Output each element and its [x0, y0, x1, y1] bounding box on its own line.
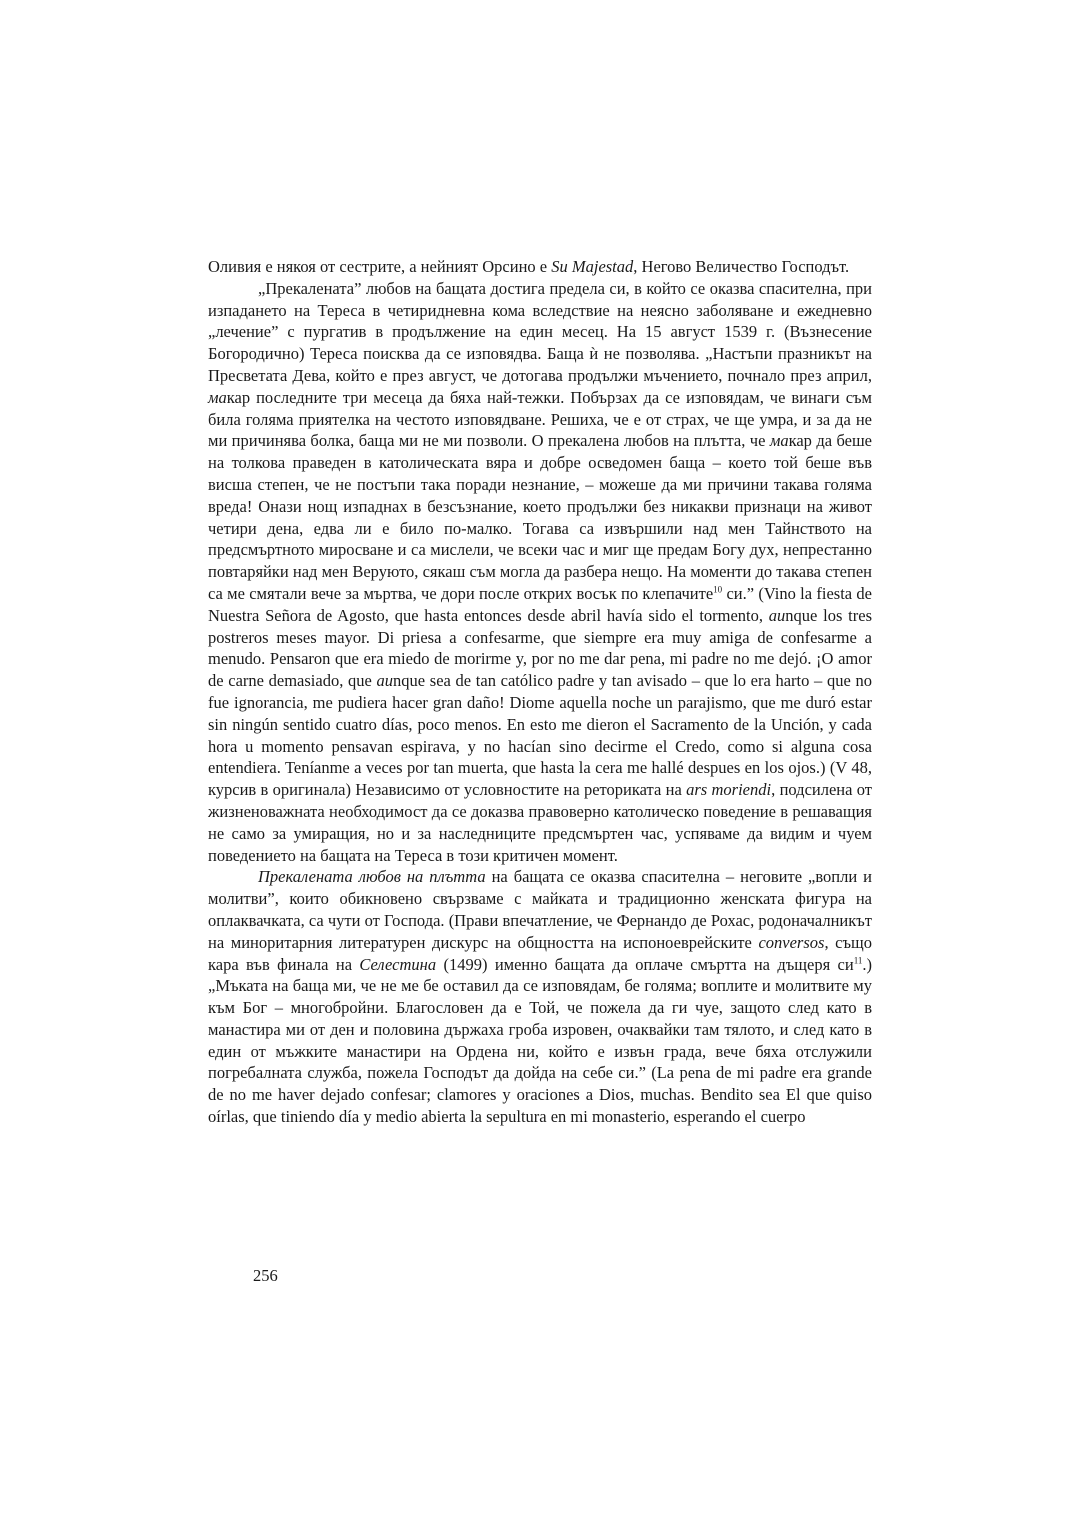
paragraph [208, 256, 872, 278]
footnote-ref: 10 [713, 584, 723, 595]
text-run: , също кара във финала на [208, 932, 872, 974]
text-run: кар последните три месеца да бяха най-тежки. Побързах да се изповядам, че винаги съм била голяма приятелка на честото изповядване. Решиха, че е от страх, че ще умра, и за да не ми причинява болка, баща ми не ми позволи. О прекалена любов на плътта, че [208, 387, 872, 451]
text-run: , Негово Величество Господът. [633, 257, 850, 276]
text-run: (1499) именно бащата да оплаче смъртта на дъщеря си [436, 954, 854, 974]
paragraph [208, 866, 872, 1128]
italic-text: ма [208, 387, 227, 407]
page-number: 256 [253, 1266, 278, 1285]
paragraph [208, 278, 872, 867]
italic-text: Su Majestad [551, 257, 634, 276]
footnote-ref: 11 [853, 955, 863, 965]
italic-text: au [376, 671, 394, 691]
body-text [208, 256, 872, 1128]
italic-text: ars moriendi [686, 780, 772, 800]
text-run: .) „Мъката на баща ми, че не ме бе оставил да се изповядам, бе голяма; воплите и молитвите му към Бог – многобройни. Благословен да е Той, че пожела да ги чуе, защото след като в манастира ми от ден и половина държаха гроба изровен, очаквайки там тялото, и след като в един от мъжките манастири на Ордена ни, който е извън града, вече бяха отслужили погребалната служба, пожела Господът да дойда на себе си.” (La pena de mi padre era grande de no me haver dejado confesar; clamores y oraciones a Dios, muchas. Bendito sea El que quiso oírlas, que tiniendo día y medio abierta la sepultura en mi monasterio, esperando el cuerpo [208, 954, 872, 1127]
text-run: кар да беше на толкова праведен в католическата вяра и добре осведомен баща – което той беше във висша степен, че не постъпи така поради незнание, – можеше да ми причини такава голяма вреда! Онази нощ изпаднах в безсъзнание, което продължи без никакви признаци на живот четири дена, едва ли е било по-малко. Тогава са извършили над мен Тайнството на предсмъртното миросване и са мислели, че всеки час и миг ще предам Богу дух, непрестанно повтаряйки над мен Веруюто, сякаш съм могла да разбера нещо. На моменти до такава степен са ме смятали вече за мъртва, че дори после открих восък по клепачите [208, 431, 872, 603]
italic-text: ма [769, 431, 789, 451]
text-run: Оливия е някоя от сестрите, а нейният Орсино е [208, 257, 552, 276]
italic-text: Селестина [359, 954, 437, 974]
italic-text: au [768, 605, 786, 625]
italic-text: Прекалената любов на плътта [258, 867, 486, 887]
text-run: си.” (Vino la fiesta de Nuestra Señora de Agosto, que hasta entonces desde abril havía sido el tormento, [208, 583, 872, 625]
text-run: , подсилена от жизненоважната необходимост да се доказва правоверно католическо поведение в решаващия не само за умиращия, но и за наследниците предсмъртен час, успяваме да видим и чуем поведението на бащата на Тереса в този критичен момент. [208, 780, 873, 865]
italic-text: conversos [758, 932, 825, 952]
text-run: nque los tres postreros meses mayor. Di priesa a confesarme, que siempre era muy amiga de confesarme a menudo. Pensaron que era miedo de morirme y, por no me dar pena, mi padre no me dejó. ¡O amor de carne demasiado, que [208, 605, 873, 691]
text-run: „Прекалената” любов на бащата достига предела си, в който се оказва спасителна, при изпадането на Тереса в четиридневна кома вследствие на неясно заболяване и ежедневно „лечение” с пургатив в продължение на един месец. На 15 август 1539 г. (Възнесение Богородично) Тереса поисква да се изповядва. Баща ѝ не позволява. „Настъпи празникът на Пресветата Дева, който е през август, че дотогава продължи мъчението, почнало през април, [208, 278, 872, 385]
text-run: на бащата се оказва спасителна – неговите „вопли и молитви”, които обикновено свързваме с майката и традиционно женската фигура на оплаквачката, са чути от Господа. (Прави впечатление, че Фернандо де Рохас, родоначалникът на миноритарния литературен дискурс на общността на испоноеврейските [208, 867, 872, 952]
text-run: nque sea de tan católico padre y tan avisado – que lo era harto – que no fue ignorancia, me pudiera hacer gran daño! Diome aquella noche un parajismo, que me duró estar sin ningún sentido cuatro días, poco menos. En esto me dieron el Sacramento de la Unción, y cada hora u momento pensavan espirava, y no hacían sino decirme el Credo, como si alguna cosa entendiera. Teníanme a veces por tan muerta, que hasta la cera me hallé despues en los ojos.) (V 48, курсив в оригинала) Независимо от условностите на реториката на [208, 671, 872, 800]
